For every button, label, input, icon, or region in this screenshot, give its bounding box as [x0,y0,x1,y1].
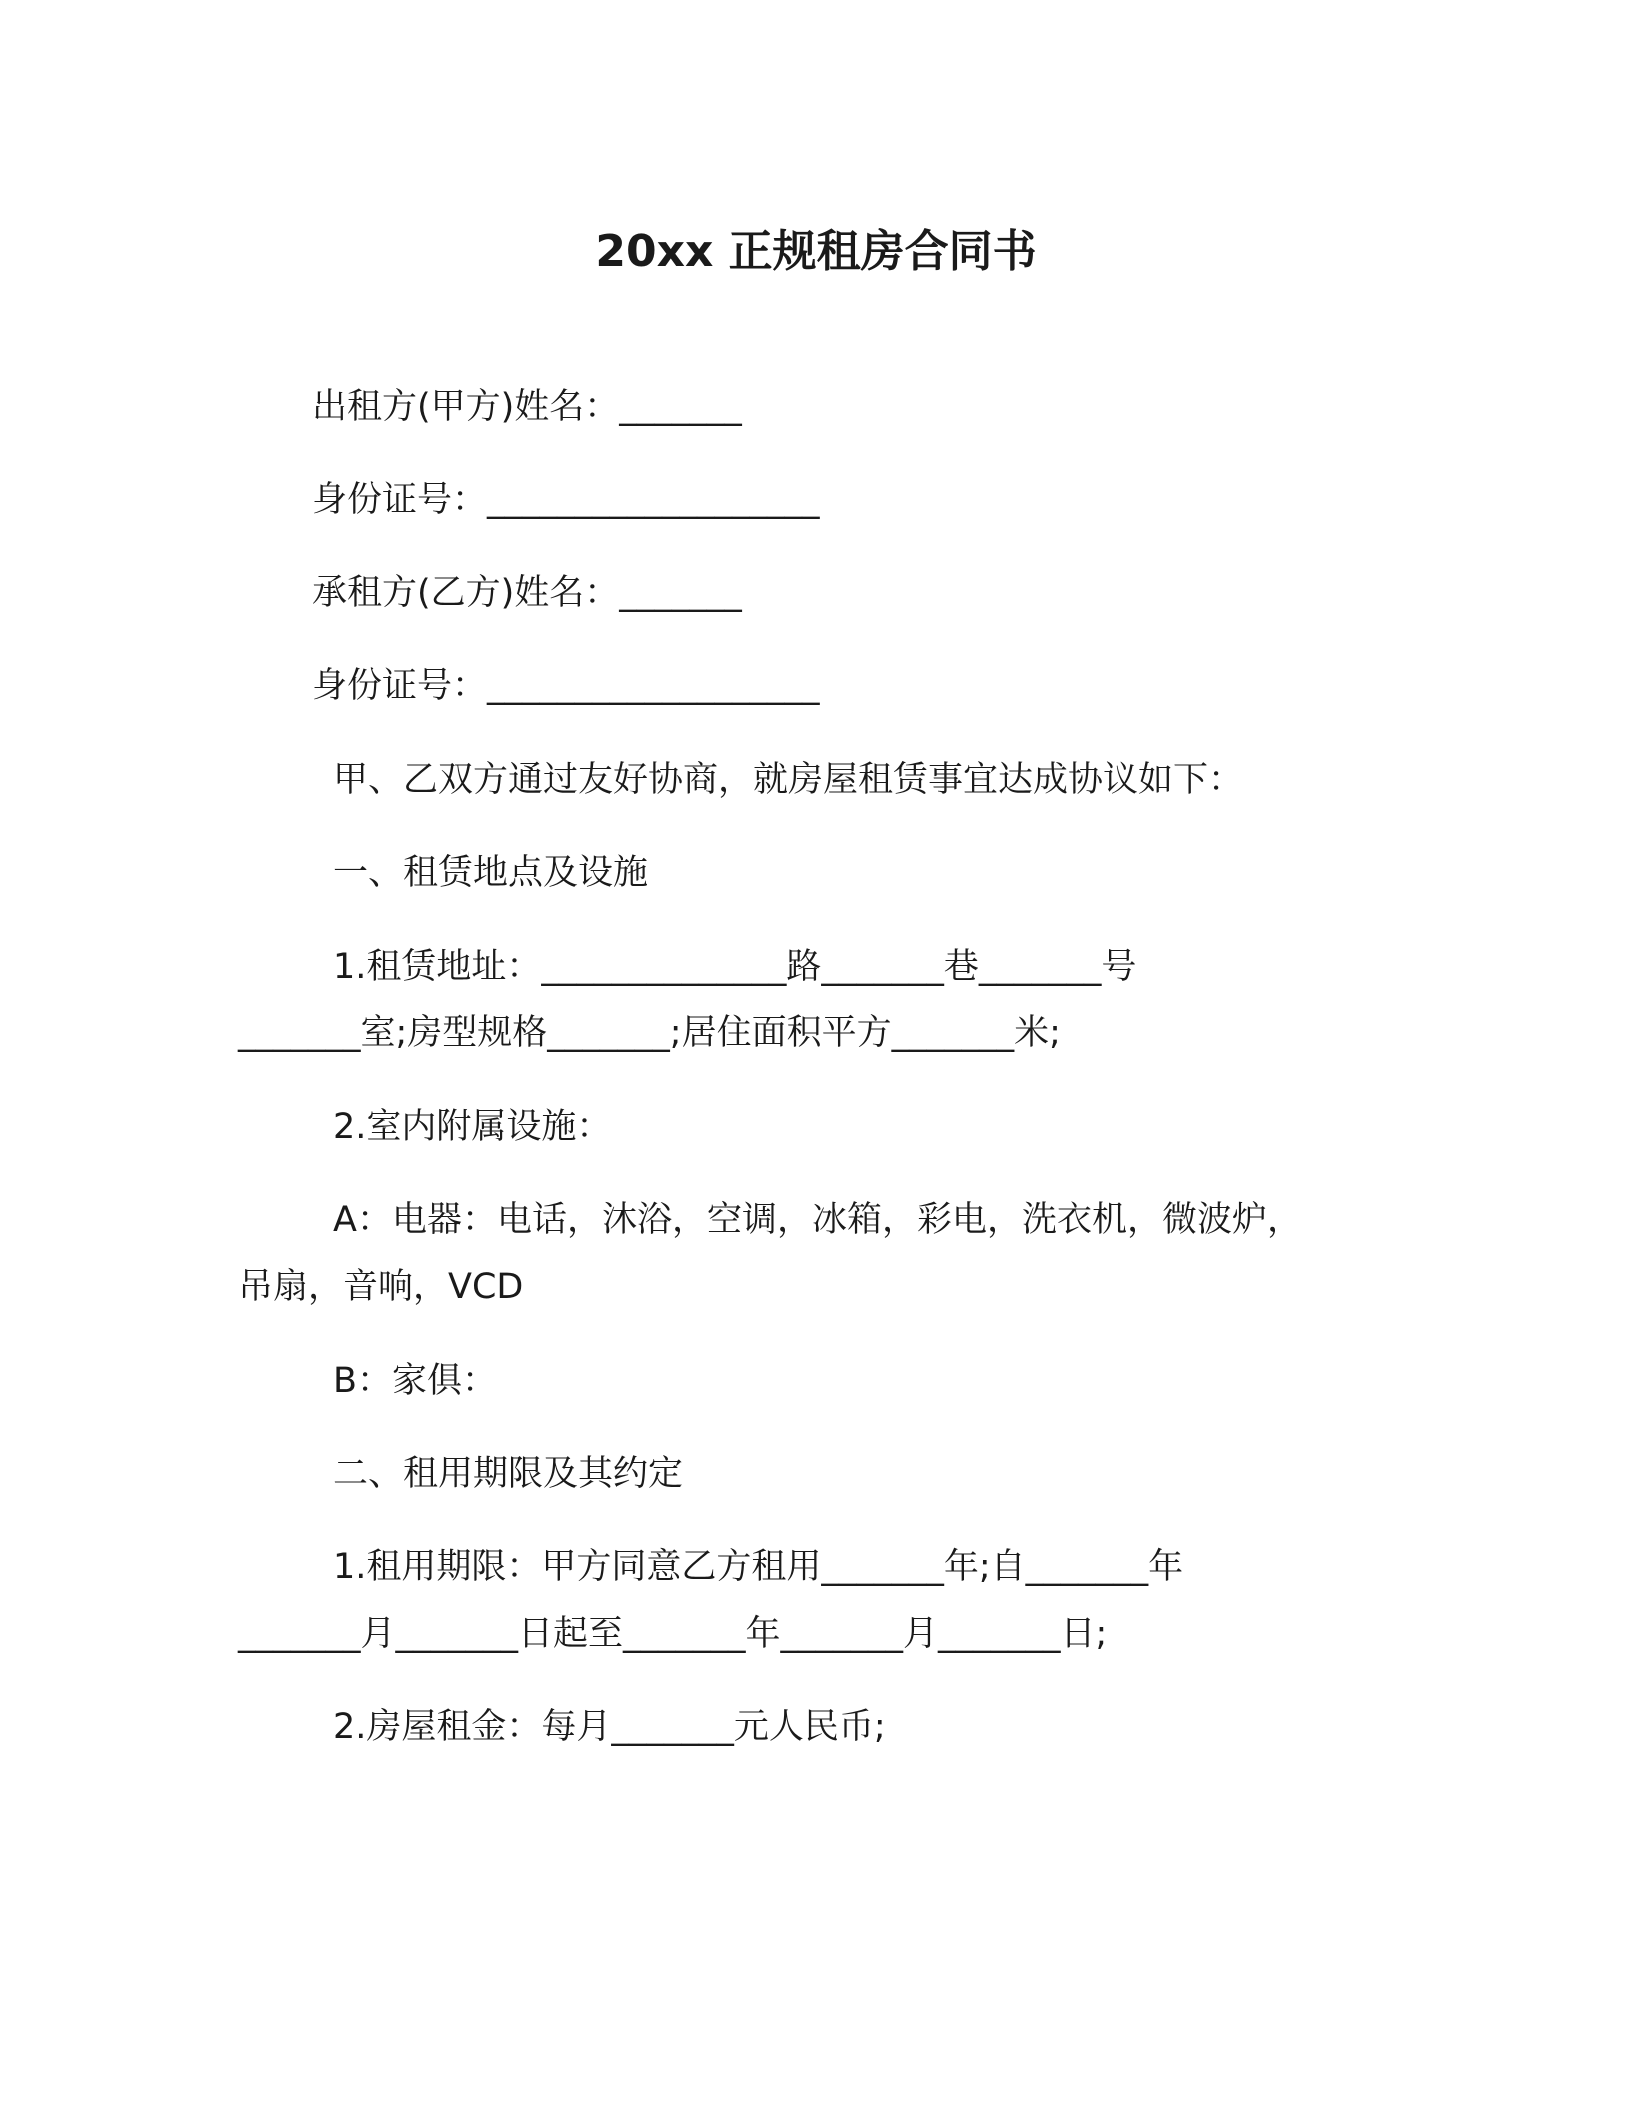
clause-facilities: 2.室内附属设施： [333,1107,612,1147]
lessee-name-line: 承租方(乙方)姓名：_______ [312,573,742,613]
section-heading-term: 二、租用期限及其约定 [333,1454,684,1494]
clause-rent: 2.房屋租金：每月_______元人民币; [333,1707,886,1747]
lessor-name-line: 出租方(甲方)姓名：_______ [312,387,742,427]
lessee-id-line: 身份证号：___________________ [312,666,820,706]
clause-term-line-1: 1.租用期限：甲方同意乙方租用_______年;自_______年 [333,1547,1184,1587]
clause-term-line-2: _______月_______日起至_______年_______月_______日; [238,1614,1108,1654]
clause-appliances-line-2: 吊扇，音响，VCD [238,1267,524,1307]
clause-address-line-2: _______室;房型规格_______;居住面积平方_______米; [238,1013,1061,1053]
document-title: 20xx 正规租房合同书 [595,226,1037,277]
lessor-id-line: 身份证号：___________________ [312,480,820,520]
agreement-intro: 甲、乙双方通过友好协商，就房屋租赁事宜达成协议如下： [333,760,1244,800]
clause-appliances-line-1: A：电器：电话，沐浴，空调，冰箱，彩电，洗衣机，微波炉， [333,1200,1302,1240]
clause-address-line-1: 1.租赁地址：______________路_______巷_______号 [333,947,1137,987]
section-heading-location: 一、租赁地点及设施 [333,853,649,893]
clause-furniture: B：家俱： [333,1361,498,1401]
